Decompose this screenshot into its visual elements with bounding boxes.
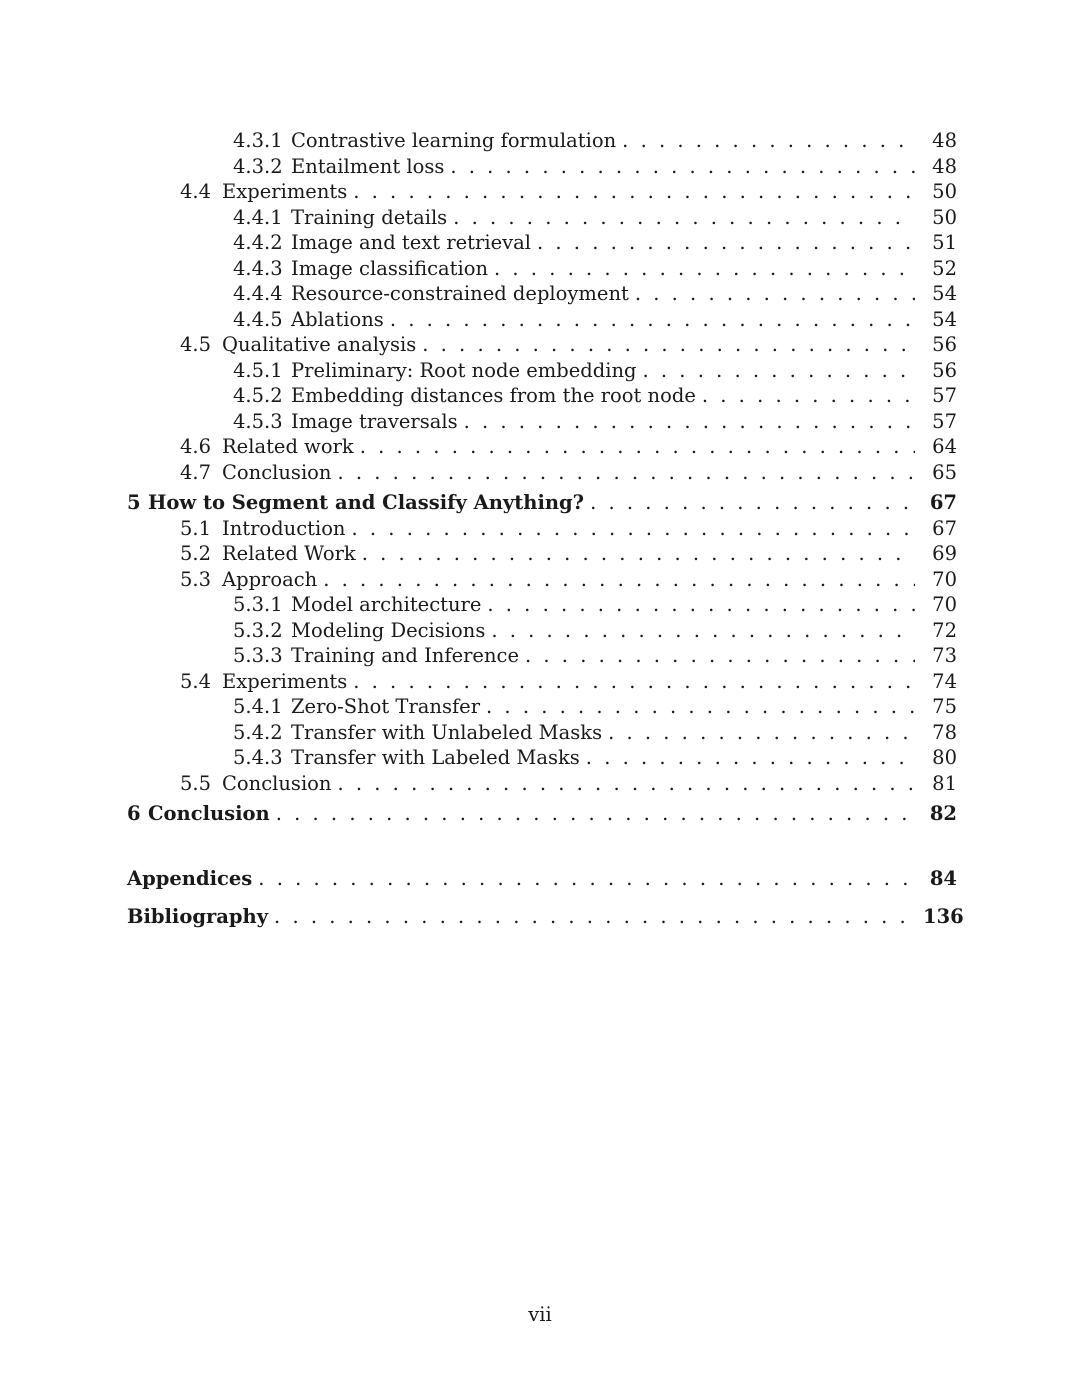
- toc-entry-title: Training details: [291, 205, 448, 229]
- toc-entry-title: Embedding distances from the root node: [291, 384, 696, 407]
- toc-entry-title: Ablations: [291, 307, 384, 331]
- toc-entry[interactable]: [127, 205, 957, 231]
- toc-entry-title: Appendices: [127, 866, 253, 890]
- dot-leader: [464, 409, 915, 435]
- toc-entry[interactable]: [127, 866, 957, 892]
- toc-entry[interactable]: [127, 128, 957, 154]
- toc-entry-title: Qualitative analysis: [222, 333, 417, 356]
- toc-entry-number: 5.4: [180, 669, 212, 693]
- toc-entry-page: 65: [932, 460, 957, 484]
- dot-leader: [608, 720, 915, 746]
- dot-leader: [276, 801, 915, 827]
- toc-entry-title: Experiments: [222, 180, 348, 203]
- toc-entry[interactable]: [127, 516, 957, 542]
- dot-leader: [486, 694, 915, 720]
- dot-leader: [323, 567, 915, 593]
- table-of-contents: [127, 128, 964, 930]
- toc-entry-number: 4.4.3: [233, 256, 283, 280]
- dot-leader: [274, 904, 915, 930]
- toc-entry-title: Entailment loss: [291, 154, 445, 178]
- dot-leader: [390, 307, 915, 333]
- dot-leader: [422, 332, 915, 358]
- toc-entry-page: 78: [932, 720, 957, 744]
- toc-entry[interactable]: [127, 694, 957, 720]
- dot-leader: [586, 745, 915, 771]
- toc-entry-page: 48: [932, 154, 957, 178]
- toc-entry-number: 5: [127, 491, 141, 514]
- toc-entry-page: 74: [932, 669, 957, 693]
- toc-entry[interactable]: [127, 720, 957, 746]
- toc-entry-page: 67: [929, 491, 957, 514]
- toc-entry-title: Conclusion: [148, 802, 270, 825]
- toc-entry-page: 50: [932, 180, 957, 203]
- toc-entry-number: 4.4.5: [233, 307, 283, 331]
- toc-entry-title: Experiments: [222, 669, 348, 693]
- toc-entry-number: 6: [127, 802, 141, 825]
- dot-leader: [702, 383, 915, 409]
- toc-entry-title: Contrastive learning formulation: [291, 129, 617, 152]
- toc-entry-page: 84: [929, 866, 957, 890]
- toc-entry-page: 56: [932, 333, 957, 356]
- dot-leader: [337, 460, 915, 486]
- dot-leader: [453, 205, 915, 231]
- toc-entry-title: Model architecture: [291, 593, 482, 616]
- toc-entry-number: 5.3.1: [233, 593, 283, 616]
- toc-entry-number: 5.1: [180, 516, 212, 540]
- toc-entry-title: Conclusion: [222, 771, 332, 795]
- toc-entry-page: 67: [932, 516, 957, 540]
- toc-entry-title: Resource-constrained deployment: [291, 282, 629, 305]
- toc-entry-title: Modeling Decisions: [291, 618, 486, 642]
- toc-entry-title: Preliminary: Root node embedding: [291, 358, 637, 382]
- toc-entry-page: 57: [932, 409, 957, 433]
- dot-leader: [491, 618, 915, 644]
- toc-entry-number: 4.3.1: [233, 129, 283, 152]
- toc-entry-title: Introduction: [222, 516, 346, 540]
- toc-entry-number: 4.4.1: [233, 205, 283, 229]
- toc-entry-page: 81: [932, 771, 957, 795]
- toc-entry-page: 64: [932, 435, 957, 458]
- dot-leader: [360, 434, 915, 460]
- dot-leader: [622, 128, 915, 154]
- toc-entry-title: Image classification: [291, 256, 488, 280]
- toc-entry-title: Approach: [222, 567, 318, 591]
- toc-entry[interactable]: [127, 490, 957, 516]
- toc-entry-page: 54: [932, 307, 957, 331]
- toc-entry-page: 70: [932, 567, 957, 591]
- toc-entry[interactable]: [127, 179, 957, 205]
- toc-entry-number: 5.3.2: [233, 618, 283, 642]
- toc-entry[interactable]: [127, 745, 957, 771]
- dot-leader: [643, 358, 916, 384]
- toc-entry-page: 73: [932, 644, 957, 667]
- toc-entry-title: How to Segment and Classify Anything?: [148, 491, 585, 514]
- dot-leader: [258, 866, 915, 892]
- toc-entry-page: 51: [932, 231, 957, 254]
- toc-entry-number: 5.5: [180, 771, 212, 795]
- toc-entry-page: 52: [932, 256, 957, 280]
- toc-entry-title: Transfer with Unlabeled Masks: [291, 720, 603, 744]
- dot-leader: [352, 516, 916, 542]
- toc-entry[interactable]: [127, 567, 957, 593]
- toc-entry-title: Related Work: [222, 542, 356, 565]
- toc-entry[interactable]: [127, 307, 957, 333]
- toc-entry-number: 5.4.3: [233, 746, 283, 769]
- toc-entry[interactable]: [127, 358, 957, 384]
- toc-entry[interactable]: [127, 669, 957, 695]
- dot-leader: [525, 643, 915, 669]
- toc-entry-number: 4.7: [180, 460, 212, 484]
- toc-entry[interactable]: [127, 434, 957, 460]
- toc-entry[interactable]: [127, 154, 957, 180]
- toc-entry-number: 4.3.2: [233, 154, 283, 178]
- toc-entry-page: 136: [923, 905, 964, 928]
- dot-leader: [537, 230, 915, 256]
- toc-entry[interactable]: [127, 281, 957, 307]
- toc-entry-title: Transfer with Labeled Masks: [291, 746, 580, 769]
- toc-entry-page: 80: [932, 746, 957, 769]
- dot-leader: [362, 541, 915, 567]
- toc-entry-page: 75: [932, 695, 957, 718]
- dot-leader: [337, 771, 915, 797]
- toc-entry-page: 56: [932, 358, 957, 382]
- dot-leader: [494, 256, 915, 282]
- toc-entry[interactable]: [127, 256, 957, 282]
- toc-entry-page: 50: [932, 205, 957, 229]
- toc-entry[interactable]: [127, 618, 957, 644]
- toc-entry-number: 5.2: [180, 542, 212, 565]
- page-number: vii: [528, 1303, 552, 1326]
- toc-entry-page: 70: [932, 593, 957, 616]
- toc-entry-title: Image traversals: [291, 409, 458, 433]
- toc-entry-number: 5.3.3: [233, 644, 283, 667]
- toc-entry-page: 72: [932, 618, 957, 642]
- toc-entry-number: 4.5.1: [233, 358, 283, 382]
- toc-entry[interactable]: [127, 801, 957, 827]
- toc-entry-page: 69: [932, 542, 957, 565]
- toc-entry-number: 4.5: [180, 333, 212, 356]
- toc-entry-title: Related work: [222, 435, 354, 458]
- toc-entry-page: 48: [932, 129, 957, 152]
- toc-entry-number: 5.3: [180, 567, 212, 591]
- toc-entry[interactable]: [127, 643, 957, 669]
- toc-entry-page: 82: [929, 802, 957, 825]
- dot-leader: [353, 179, 915, 205]
- dot-leader: [450, 154, 915, 180]
- toc-entry-number: 5.4.1: [233, 695, 283, 718]
- dot-leader: [590, 490, 915, 516]
- toc-entry-page: 54: [932, 282, 957, 305]
- toc-entry[interactable]: [127, 904, 964, 930]
- toc-entry-number: 4.4.2: [233, 231, 283, 254]
- toc-entry-number: 4.4.4: [233, 282, 283, 305]
- toc-entry-number: 4.6: [180, 435, 212, 458]
- toc-entry-title: Conclusion: [222, 460, 332, 484]
- toc-entry-page: 57: [932, 384, 957, 407]
- dot-leader: [487, 592, 915, 618]
- toc-entry-number: 4.5.3: [233, 409, 283, 433]
- dot-leader: [635, 281, 915, 307]
- toc-entry-title: Training and Inference: [291, 644, 519, 667]
- toc-entry-title: Bibliography: [127, 905, 269, 928]
- toc-entry[interactable]: [127, 592, 957, 618]
- toc-entry[interactable]: [127, 771, 957, 797]
- toc-entry[interactable]: [127, 230, 957, 256]
- toc-entry-number: 4.5.2: [233, 384, 283, 407]
- toc-entry-title: Zero-Shot Transfer: [291, 695, 481, 718]
- toc-entry[interactable]: [127, 383, 957, 409]
- toc-entry[interactable]: [127, 541, 957, 567]
- toc-entry[interactable]: [127, 332, 957, 358]
- toc-entry-title: Image and text retrieval: [291, 231, 531, 254]
- toc-entry[interactable]: [127, 460, 957, 486]
- toc-entry-number: 4.4: [180, 180, 212, 203]
- toc-entry-number: 5.4.2: [233, 720, 283, 744]
- dot-leader: [353, 669, 915, 695]
- toc-entry[interactable]: [127, 409, 957, 435]
